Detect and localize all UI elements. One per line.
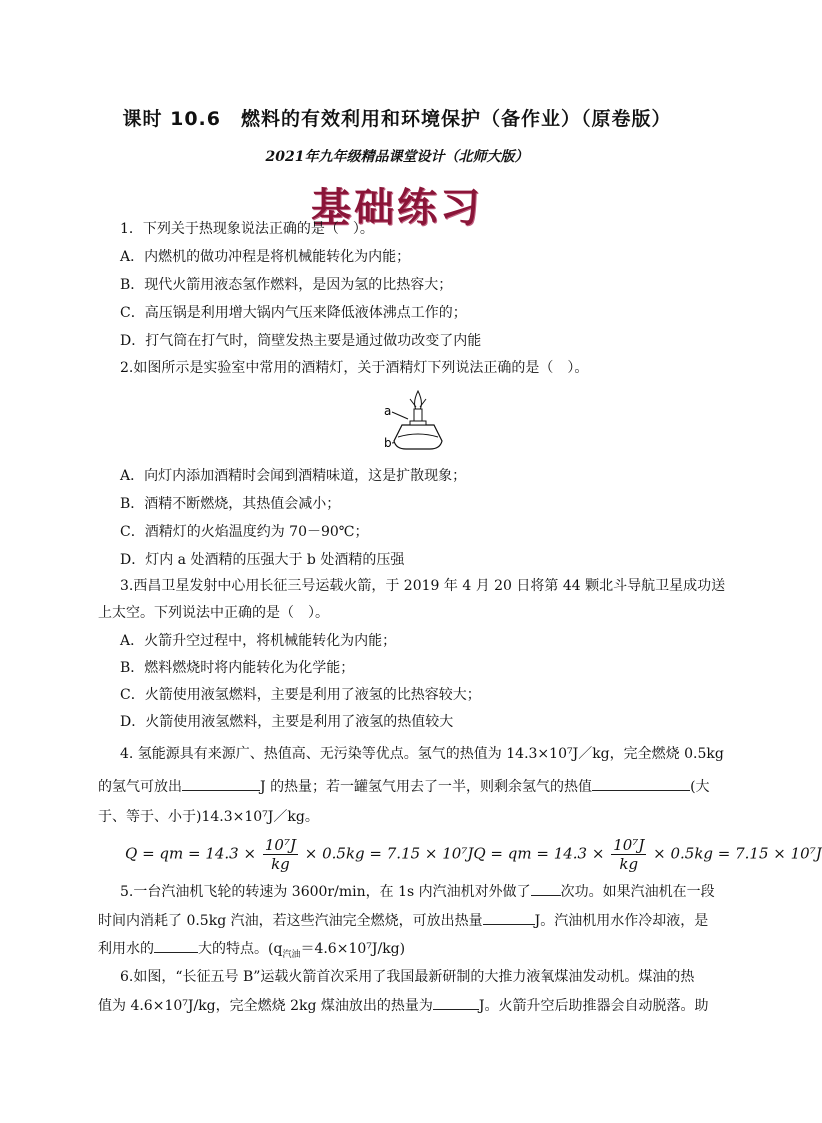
q2-option-d: D．灯内 a 处酒精的压强大于 b 处酒精的压强 [120, 552, 405, 568]
q5-subscript: 汽油 [282, 949, 301, 960]
q5-line2 [98, 910, 708, 931]
q5-text-part1: 5.一台汽油机飞轮的转速为 3600r/min，在 1s 内汽油机对外做了 [120, 884, 531, 900]
q6-text-part1: 值为 4.6×10⁷J/kg，完全燃烧 2kg 煤油放出的热量为 [98, 998, 433, 1014]
fraction-numerator: 10⁷J [613, 836, 645, 854]
q3-option-d: D．火箭使用液氢燃料，主要是利用了液氢的热值较大 [120, 714, 454, 730]
q3-option-c: C．火箭使用液氢燃料，主要是利用了液氢的比热容较大； [120, 687, 481, 703]
q1-option-a: A．内燃机的做功冲程是将机械能转化为内能； [120, 249, 411, 265]
q2-option-a: A．向灯内添加酒精时会闻到酒精味道，这是扩散现象； [120, 468, 467, 484]
section-banner: 基础练习 [311, 185, 483, 231]
q4-line1: 4. 氢能源具有来源广、热值高、无污染等优点。氢气的热值为 14.3×10⁷J／kg，完全燃烧 0.5kg [120, 746, 724, 762]
q3-option-b: B．燃料燃烧时将内能转化为化学能； [120, 660, 355, 676]
q2-stem: 2.如图所示是实验室中常用的酒精灯，关于酒精灯下列说法正确的是（ ）。 [120, 360, 589, 376]
q5-line3 [98, 938, 405, 965]
q5-text-part3: 时间内消耗了 0.5kg 汽油，若这些汽油完全燃烧，可放出热量 [98, 913, 483, 929]
formula-fraction-2 [611, 836, 646, 873]
q3-stem-line1: 3.西昌卫星发射中心用长征三号运载火箭，于 2019 年 4 月 20 日将第 44 颗北斗导航卫星成功送 [120, 578, 726, 594]
fraction-numerator: 10⁷J [264, 836, 296, 854]
q4-text-part1: 的氢气可放出 [98, 779, 182, 795]
q6-text-part2: J。火箭升空后助推器会自动脱落。助 [478, 998, 709, 1014]
q3-option-a: A．火箭升空过程中，将机械能转化为内能； [120, 633, 397, 649]
q4-line2 [98, 776, 710, 797]
q2-option-b: B．酒精不断燃烧，其热值会减小； [120, 496, 341, 512]
q5-text-part4: J。汽油机用水作冷却液，是 [534, 913, 709, 929]
q1-option-d: D．打气筒在打气时，筒壁发热主要是通过做功改变了内能 [120, 333, 482, 349]
formula-middle: × 0.5kg = 7.15 × 10⁷JQ = qm = 14.3 × [304, 844, 605, 863]
q5-text-part2: 次功。如果汽油机在一段 [560, 884, 715, 900]
q4-formula [125, 836, 822, 873]
q6-answer-blank-1[interactable] [433, 995, 479, 1010]
page-title: 课时 10.6 燃料的有效利用和环境保护（备作业）（原卷版） [122, 108, 672, 130]
q5-text-part7: ＝4.6×10⁷J/kg) [300, 941, 406, 957]
q5-text-part5: 利用水的 [98, 941, 154, 957]
formula-fraction-1 [263, 836, 298, 873]
q4-answer-blank-2[interactable] [592, 776, 690, 791]
figure-label-b: b [384, 436, 392, 450]
q1-stem: 1．下列关于热现象说法正确的是（ ）。 [120, 221, 374, 237]
q1-option-c: C．高压锅是利用增大锅内气压来降低液体沸点工作的； [120, 305, 467, 321]
q5-text-part6: 大的特点。(q [198, 941, 283, 957]
formula-left: Q = qm = 14.3 × [125, 844, 257, 863]
q6-line1: 6.如图，“长征五号 B”运载火箭首次采用了我国最新研制的大推力液氧煤油发动机。煤油的热 [120, 969, 695, 985]
q6-line2 [98, 995, 709, 1016]
q5-answer-blank-3[interactable] [154, 938, 198, 953]
q1-option-b: B．现代火箭用液态氢作燃料，是因为氢的比热容大； [120, 277, 453, 293]
q5-answer-blank-2[interactable] [483, 910, 535, 925]
q2-option-c: C．酒精灯的火焰温度约为 70－90℃； [120, 524, 369, 540]
fraction-denominator: kg [619, 855, 639, 873]
q3-stem-line2: 上太空。下列说法中正确的是（ ）。 [98, 605, 329, 621]
q5-answer-blank-1[interactable] [531, 881, 561, 896]
q4-text-part2: J 的热量；若一罐氢气用去了一半，则剩余氢气的热值 [260, 779, 593, 795]
fraction-denominator: kg [271, 855, 290, 873]
formula-end: × 0.5kg = 7.15 × 10⁷J [653, 844, 822, 863]
figure-label-a: a [384, 404, 392, 418]
alcohol-lamp-figure [380, 385, 450, 455]
q4-answer-blank-1[interactable] [182, 776, 260, 791]
page-subtitle: 2021年九年级精品课堂设计（北师大版） [265, 149, 529, 165]
q4-line3: 于、等于、小于)14.3×10⁷J／kg。 [98, 809, 319, 825]
q4-text-part3: (大 [690, 779, 710, 795]
q5-line1 [120, 881, 715, 902]
